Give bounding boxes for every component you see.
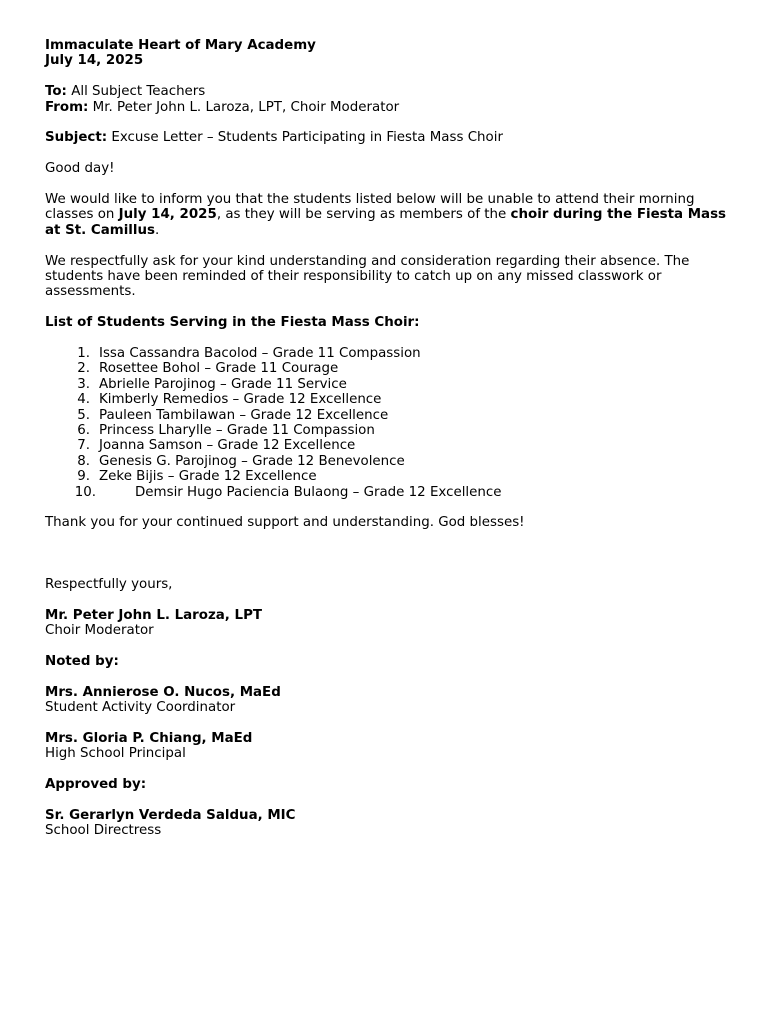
paragraph-inform-date: July 14, 2025	[118, 207, 217, 223]
list-item-text: Joanna Samson – Grade 12 Excellence	[99, 438, 356, 454]
paragraph-inform-text-c: .	[154, 222, 160, 238]
list-item-number: 1.	[77, 346, 90, 362]
list-item-number: 7.	[77, 438, 90, 454]
from-value: Mr. Peter John L. Laroza, LPT, Choir Moderator	[92, 99, 400, 115]
list-item-number: 2.	[77, 361, 90, 377]
list-item	[45, 485, 735, 500]
list-item-text: Rosettee Bohol – Grade 11 Courage	[99, 361, 339, 377]
paragraph-inform-choir: choir during the Fiesta Mass at St. Camillus	[45, 207, 727, 238]
from-line	[45, 100, 735, 115]
list-item	[45, 377, 735, 392]
noted-by-label: Noted by:	[45, 654, 119, 670]
list-item-text: Zeke Bijis – Grade 12 Excellence	[99, 469, 317, 485]
paragraph-inform	[45, 192, 735, 238]
list-item-text: Genesis G. Parojinog – Grade 12 Benevolence	[99, 453, 405, 469]
list-item-number: 6.	[77, 423, 90, 439]
list-item-number: 10.	[74, 484, 96, 500]
paragraph-inform-text-a: We would like to inform you that the students listed below will be unable to attend their morning classes on	[45, 192, 695, 223]
from-label: From:	[45, 99, 89, 115]
list-item-text: Kimberly Remedios – Grade 12 Excellence	[99, 392, 382, 408]
list-item-number: 5.	[77, 407, 90, 423]
approved-by-label: Approved by:	[45, 777, 147, 793]
list-item-text: Demsir Hugo Paciencia Bulaong – Grade 12 Excellence	[135, 484, 502, 500]
to-line	[45, 84, 735, 99]
list-item-text: Abrielle Parojinog – Grade 11 Service	[99, 376, 347, 392]
paragraph-inform-text-b: , as they will be serving as members of the	[216, 207, 511, 223]
approver-title: School Directress	[45, 823, 162, 839]
paragraph-request: We respectfully ask for your kind understanding and consideration regarding their absence. The students have been reminded of their responsibility to catch up on any missed classwork or assessments.	[45, 253, 690, 300]
list-item	[45, 438, 735, 453]
noted-signatory-1-title: Student Activity Coordinator	[45, 700, 236, 716]
list-item-number: 8.	[77, 453, 90, 469]
student-list-heading: List of Students Serving in the Fiesta Mass Choir:	[45, 315, 420, 331]
list-item	[45, 361, 735, 376]
thank-you-line: Thank you for your continued support and understanding. God blesses!	[45, 515, 525, 531]
subject-value: Excuse Letter – Students Participating in Fiesta Mass Choir	[111, 130, 503, 146]
list-item	[45, 346, 735, 361]
sender-title: Choir Moderator	[45, 623, 154, 639]
valediction: Respectfully yours,	[45, 577, 173, 593]
list-item	[45, 469, 735, 484]
school-name: Immaculate Heart of Mary Academy	[45, 38, 316, 53]
letter-document	[45, 38, 735, 839]
list-item-number: 4.	[77, 392, 90, 408]
list-item	[45, 423, 735, 438]
list-item	[45, 392, 735, 407]
noted-signatory-1-name: Mrs. Annierose O. Nucos, MaEd	[45, 684, 281, 700]
student-list	[45, 346, 735, 500]
to-value: All Subject Teachers	[71, 84, 206, 100]
list-item	[45, 408, 735, 423]
list-item-text: Issa Cassandra Bacolod – Grade 11 Compassion	[99, 346, 421, 362]
letter-date: July 14, 2025	[45, 53, 144, 69]
noted-signatory-2-title: High School Principal	[45, 746, 186, 762]
approver-name: Sr. Gerarlyn Verdeda Saldua, MIC	[45, 808, 296, 824]
greeting: Good day!	[45, 161, 115, 177]
list-item-number: 3.	[77, 376, 90, 392]
list-item-text: Pauleen Tambilawan – Grade 12 Excellence	[99, 407, 389, 423]
list-item	[45, 454, 735, 469]
to-label: To:	[45, 84, 67, 100]
subject-label: Subject:	[45, 130, 108, 146]
noted-signatory-2-name: Mrs. Gloria P. Chiang, MaEd	[45, 731, 253, 747]
list-item-number: 9.	[77, 469, 90, 485]
sender-name: Mr. Peter John L. Laroza, LPT	[45, 607, 263, 623]
subject-line	[45, 130, 735, 145]
list-item-text: Princess Lharylle – Grade 11 Compassion	[99, 423, 375, 439]
